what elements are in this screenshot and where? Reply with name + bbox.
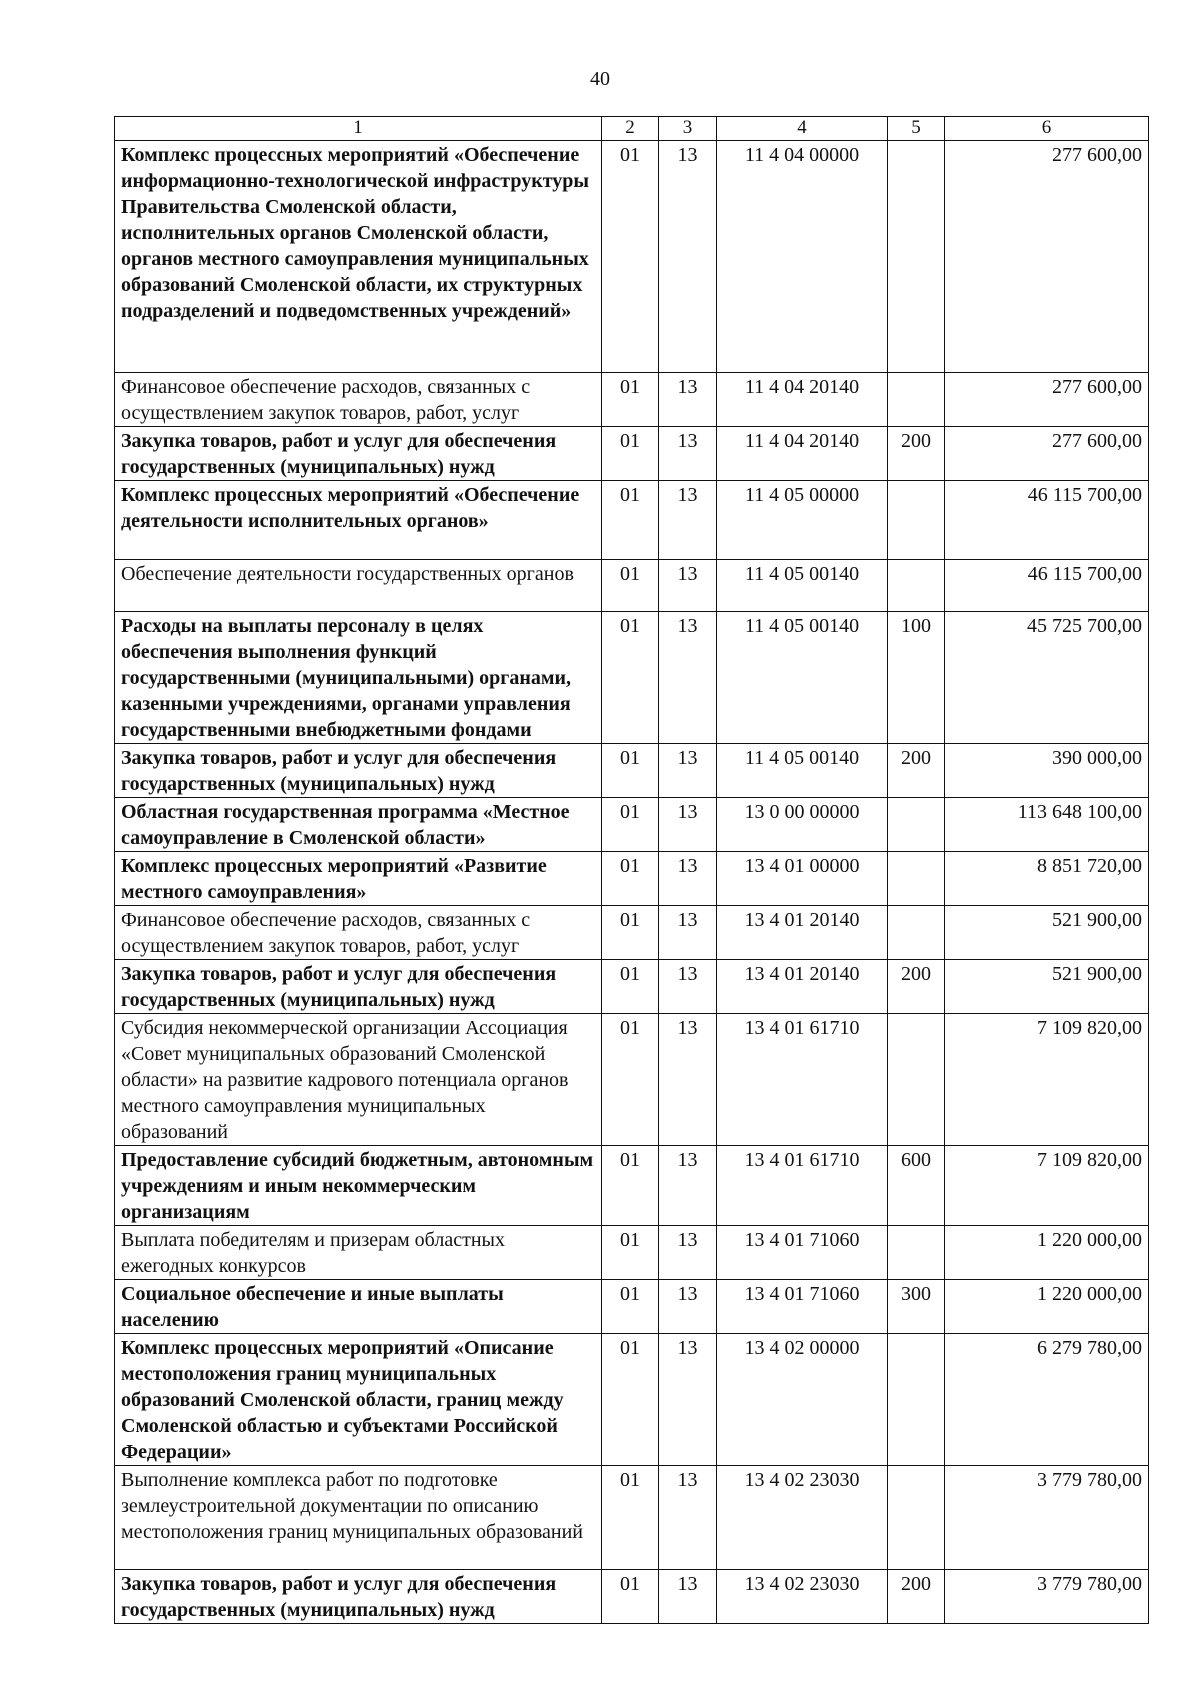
expense-type-cell bbox=[888, 373, 945, 427]
target-article-cell: 13 4 01 61710 bbox=[717, 1146, 888, 1226]
amount-cell: 46 115 700,00 bbox=[945, 560, 1149, 612]
row-name-cell: Социальное обеспечение и иные выплаты населению bbox=[115, 1280, 602, 1334]
row-name-cell: Расходы на выплаты персоналу в целях обеспечения выполнения функций государственными (муниципальными) органами, казенными учреждениями, органами управления государственными внебюджетными фондами bbox=[115, 612, 602, 744]
table-row bbox=[115, 1280, 1149, 1334]
amount-cell: 6 279 780,00 bbox=[945, 1334, 1149, 1466]
table-row bbox=[115, 1570, 1149, 1624]
target-article-cell: 11 4 04 00000 bbox=[717, 141, 888, 373]
expense-type-cell: 600 bbox=[888, 1146, 945, 1226]
amount-cell: 46 115 700,00 bbox=[945, 481, 1149, 560]
target-article-cell: 13 4 01 61710 bbox=[717, 1014, 888, 1146]
target-article-cell: 13 4 02 23030 bbox=[717, 1570, 888, 1624]
amount-cell: 277 600,00 bbox=[945, 373, 1149, 427]
section-code-cell: 01 bbox=[602, 1014, 659, 1146]
section-code-cell: 01 bbox=[602, 798, 659, 852]
section-code-cell: 01 bbox=[602, 852, 659, 906]
budget-table bbox=[114, 116, 1149, 1624]
amount-cell: 1 220 000,00 bbox=[945, 1280, 1149, 1334]
section-code-cell: 01 bbox=[602, 560, 659, 612]
table-row bbox=[115, 906, 1149, 960]
expense-type-cell bbox=[888, 852, 945, 906]
section-code-cell: 01 bbox=[602, 1226, 659, 1280]
section-code-cell: 01 bbox=[602, 1334, 659, 1466]
section-code-cell: 01 bbox=[602, 744, 659, 798]
table-row bbox=[115, 560, 1149, 612]
expense-type-cell bbox=[888, 1466, 945, 1570]
section-code-cell: 01 bbox=[602, 1146, 659, 1226]
expense-type-cell: 200 bbox=[888, 960, 945, 1014]
table-row bbox=[115, 612, 1149, 744]
section-code-cell: 01 bbox=[602, 427, 659, 481]
header-cell-1: 1 bbox=[115, 117, 602, 141]
target-article-cell: 11 4 04 20140 bbox=[717, 373, 888, 427]
amount-cell: 8 851 720,00 bbox=[945, 852, 1149, 906]
table-row bbox=[115, 1014, 1149, 1146]
row-name-cell: Комплекс процессных мероприятий «Развитие местного самоуправления» bbox=[115, 852, 602, 906]
subsection-code-cell: 13 bbox=[659, 1146, 717, 1226]
table-row bbox=[115, 852, 1149, 906]
header-cell-6: 6 bbox=[945, 117, 1149, 141]
page-number: 40 bbox=[590, 68, 610, 90]
amount-cell: 7 109 820,00 bbox=[945, 1146, 1149, 1226]
expense-type-cell: 200 bbox=[888, 744, 945, 798]
row-name-cell: Областная государственная программа «Местное самоуправление в Смоленской области» bbox=[115, 798, 602, 852]
subsection-code-cell: 13 bbox=[659, 141, 717, 373]
subsection-code-cell: 13 bbox=[659, 1280, 717, 1334]
subsection-code-cell: 13 bbox=[659, 612, 717, 744]
section-code-cell: 01 bbox=[602, 612, 659, 744]
expense-type-cell bbox=[888, 798, 945, 852]
table-row bbox=[115, 1226, 1149, 1280]
table-row bbox=[115, 1334, 1149, 1466]
subsection-code-cell: 13 bbox=[659, 560, 717, 612]
section-code-cell: 01 bbox=[602, 1466, 659, 1570]
section-code-cell: 01 bbox=[602, 960, 659, 1014]
row-name-cell: Закупка товаров, работ и услуг для обеспечения государственных (муниципальных) нужд bbox=[115, 427, 602, 481]
table-body bbox=[115, 117, 1149, 1624]
subsection-code-cell: 13 bbox=[659, 1014, 717, 1146]
table-row bbox=[115, 427, 1149, 481]
section-code-cell: 01 bbox=[602, 141, 659, 373]
target-article-cell: 11 4 04 20140 bbox=[717, 427, 888, 481]
target-article-cell: 13 4 01 20140 bbox=[717, 906, 888, 960]
subsection-code-cell: 13 bbox=[659, 427, 717, 481]
header-cell-2: 2 bbox=[602, 117, 659, 141]
amount-cell: 277 600,00 bbox=[945, 141, 1149, 373]
amount-cell: 3 779 780,00 bbox=[945, 1570, 1149, 1624]
row-name-cell: Финансовое обеспечение расходов, связанных с осуществлением закупок товаров, работ, услуг bbox=[115, 906, 602, 960]
header-cell-3: 3 bbox=[659, 117, 717, 141]
subsection-code-cell: 13 bbox=[659, 798, 717, 852]
table-row bbox=[115, 373, 1149, 427]
target-article-cell: 11 4 05 00140 bbox=[717, 612, 888, 744]
target-article-cell: 11 4 05 00140 bbox=[717, 744, 888, 798]
amount-cell: 45 725 700,00 bbox=[945, 612, 1149, 744]
subsection-code-cell: 13 bbox=[659, 1334, 717, 1466]
target-article-cell: 11 4 05 00000 bbox=[717, 481, 888, 560]
row-name-cell: Предоставление субсидий бюджетным, автономным учреждениям и иным некоммерческим организациям bbox=[115, 1146, 602, 1226]
section-code-cell: 01 bbox=[602, 373, 659, 427]
expense-type-cell bbox=[888, 1226, 945, 1280]
subsection-code-cell: 13 bbox=[659, 906, 717, 960]
row-name-cell: Закупка товаров, работ и услуг для обеспечения государственных (муниципальных) нужд bbox=[115, 1570, 602, 1624]
table-row bbox=[115, 481, 1149, 560]
row-name-cell: Закупка товаров, работ и услуг для обеспечения государственных (муниципальных) нужд bbox=[115, 960, 602, 1014]
target-article-cell: 13 4 02 00000 bbox=[717, 1334, 888, 1466]
expense-type-cell: 100 bbox=[888, 612, 945, 744]
amount-cell: 1 220 000,00 bbox=[945, 1226, 1149, 1280]
header-row bbox=[115, 117, 1149, 141]
target-article-cell: 13 4 01 71060 bbox=[717, 1226, 888, 1280]
subsection-code-cell: 13 bbox=[659, 744, 717, 798]
subsection-code-cell: 13 bbox=[659, 1466, 717, 1570]
section-code-cell: 01 bbox=[602, 1280, 659, 1334]
amount-cell: 277 600,00 bbox=[945, 427, 1149, 481]
row-name-cell: Финансовое обеспечение расходов, связанных с осуществлением закупок товаров, работ, услуг bbox=[115, 373, 602, 427]
expense-type-cell bbox=[888, 560, 945, 612]
expense-type-cell: 200 bbox=[888, 1570, 945, 1624]
section-code-cell: 01 bbox=[602, 481, 659, 560]
subsection-code-cell: 13 bbox=[659, 960, 717, 1014]
header-cell-4: 4 bbox=[717, 117, 888, 141]
expense-type-cell: 300 bbox=[888, 1280, 945, 1334]
section-code-cell: 01 bbox=[602, 906, 659, 960]
subsection-code-cell: 13 bbox=[659, 373, 717, 427]
subsection-code-cell: 13 bbox=[659, 1570, 717, 1624]
amount-cell: 521 900,00 bbox=[945, 906, 1149, 960]
expense-type-cell bbox=[888, 906, 945, 960]
amount-cell: 390 000,00 bbox=[945, 744, 1149, 798]
row-name-cell: Комплекс процессных мероприятий «Обеспечение деятельности исполнительных органов» bbox=[115, 481, 602, 560]
subsection-code-cell: 13 bbox=[659, 481, 717, 560]
target-article-cell: 13 4 02 23030 bbox=[717, 1466, 888, 1570]
row-name-cell: Закупка товаров, работ и услуг для обеспечения государственных (муниципальных) нужд bbox=[115, 744, 602, 798]
amount-cell: 7 109 820,00 bbox=[945, 1014, 1149, 1146]
table-row bbox=[115, 960, 1149, 1014]
row-name-cell: Выплата победителям и призерам областных ежегодных конкурсов bbox=[115, 1226, 602, 1280]
expense-type-cell: 200 bbox=[888, 427, 945, 481]
row-name-cell: Выполнение комплекса работ по подготовке землеустроительной документации по описанию местоположения границ муниципальных образований bbox=[115, 1466, 602, 1570]
amount-cell: 113 648 100,00 bbox=[945, 798, 1149, 852]
expense-type-cell bbox=[888, 1014, 945, 1146]
target-article-cell: 13 4 01 71060 bbox=[717, 1280, 888, 1334]
expense-type-cell bbox=[888, 481, 945, 560]
table-row bbox=[115, 798, 1149, 852]
target-article-cell: 11 4 05 00140 bbox=[717, 560, 888, 612]
row-name-cell: Субсидия некоммерческой организации Ассоциация «Совет муниципальных образований Смоленской области» на развитие кадрового потенциала органов местного самоуправления муниципальных образований bbox=[115, 1014, 602, 1146]
target-article-cell: 13 4 01 00000 bbox=[717, 852, 888, 906]
row-name-cell: Комплекс процессных мероприятий «Обеспечение информационно-технологической инфраструктуры Правительства Смоленской области, исполнительных органов Смоленской области, органов местного самоуправления муниципальных образований Смоленской области, их структурных подразделений и подведомственных учреждений» bbox=[115, 141, 602, 373]
table-row bbox=[115, 1146, 1149, 1226]
expense-type-cell bbox=[888, 1334, 945, 1466]
amount-cell: 521 900,00 bbox=[945, 960, 1149, 1014]
expense-type-cell bbox=[888, 141, 945, 373]
subsection-code-cell: 13 bbox=[659, 852, 717, 906]
row-name-cell: Комплекс процессных мероприятий «Описание местоположения границ муниципальных образований Смоленской области, границ между Смоленской областью и субъектами Российской Федерации» bbox=[115, 1334, 602, 1466]
table-row bbox=[115, 1466, 1149, 1570]
amount-cell: 3 779 780,00 bbox=[945, 1466, 1149, 1570]
target-article-cell: 13 4 01 20140 bbox=[717, 960, 888, 1014]
header-cell-5: 5 bbox=[888, 117, 945, 141]
section-code-cell: 01 bbox=[602, 1570, 659, 1624]
target-article-cell: 13 0 00 00000 bbox=[717, 798, 888, 852]
table-row bbox=[115, 744, 1149, 798]
table-row bbox=[115, 141, 1149, 373]
row-name-cell: Обеспечение деятельности государственных органов bbox=[115, 560, 602, 612]
subsection-code-cell: 13 bbox=[659, 1226, 717, 1280]
